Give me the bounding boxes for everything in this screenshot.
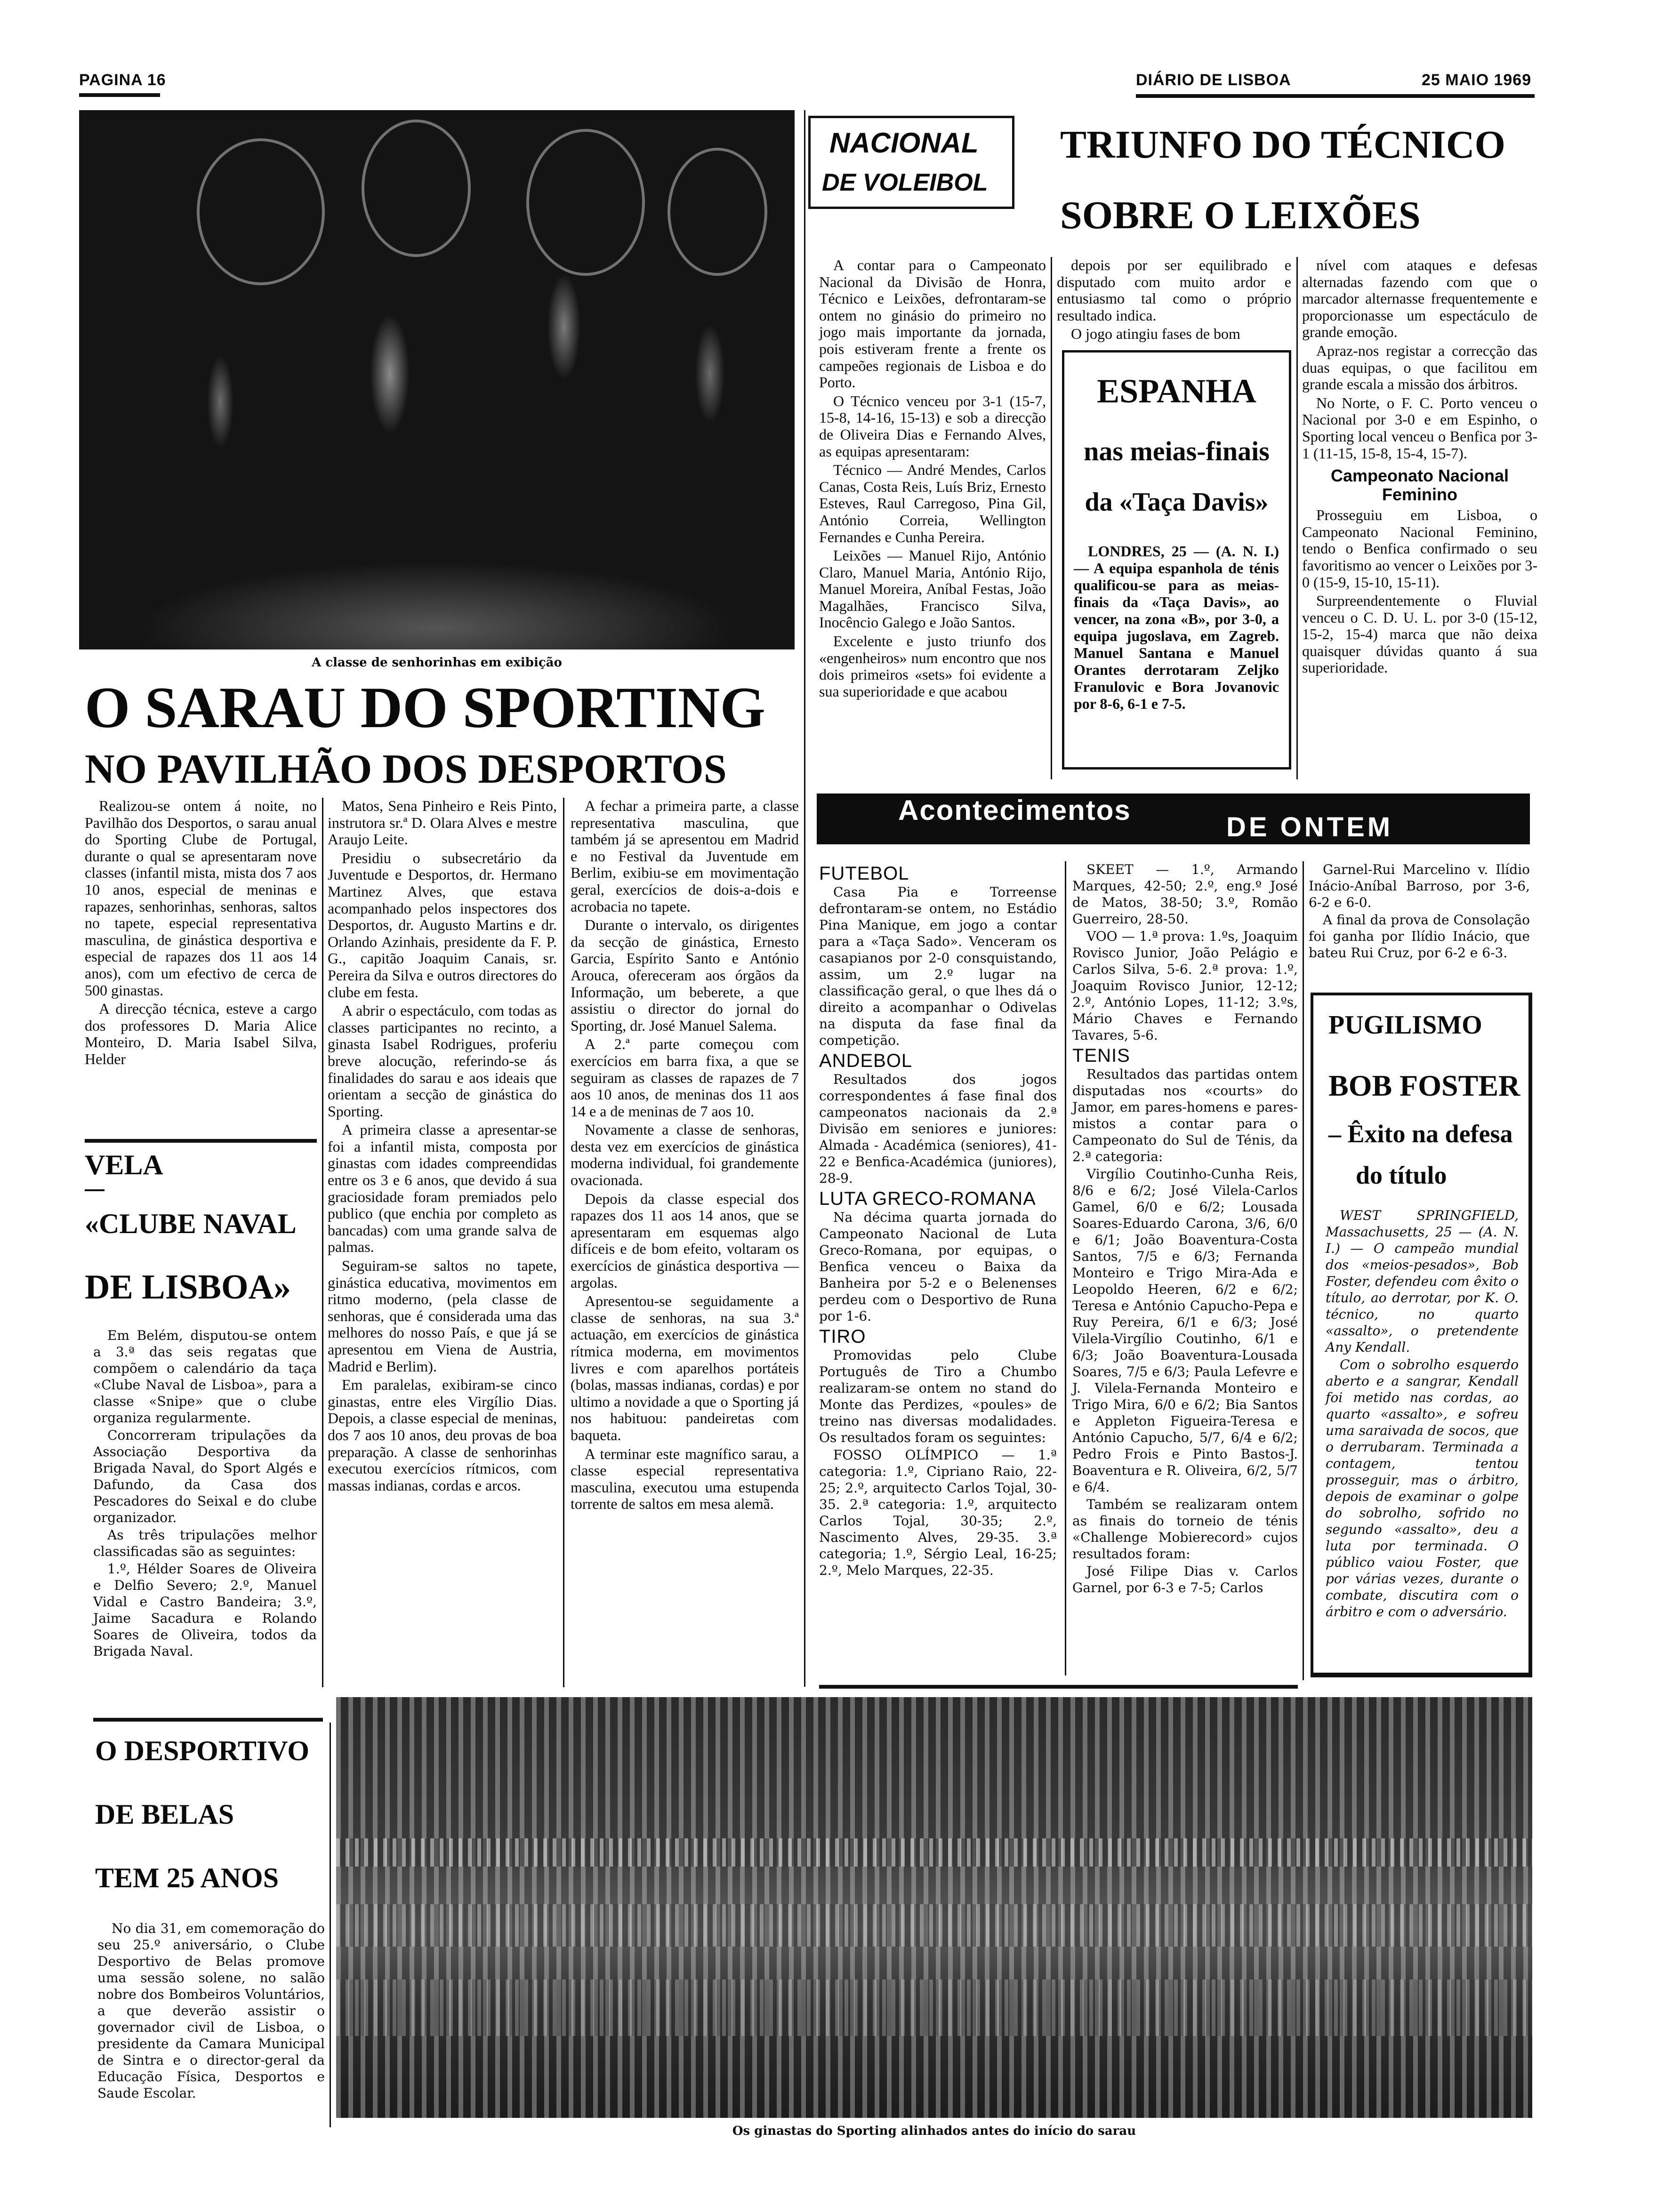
- column-rule: [1065, 861, 1066, 1675]
- paragraph: No Norte, o F. C. Porto venceu o Nacional por 3-0 e em Espinho, o Sporting local venceu o Benfica por 3-1 (11-15, 15-8, 15-4, 15-7).: [1302, 394, 1537, 462]
- column-rule: [563, 798, 564, 1687]
- paragraph: Virgílio Coutinho-Cunha Reis, 8/6 e 6/2; José Vilela-Carlos Gamel, 6/0 e 6/2; Lousada Soares-Eduardo Carona, 3/6, 6/0 e 6/1; João Boaventura-Costa Santos, 7/5 e 6/3; Fernanda Monteiro e Trigo Mira-Ada e Leopoldo Heeren, 6/2 e 6/2; Teresa e António Capucho-Pepa e Ruy Pereira, 6/1 e 6/3; José Vilela-Virgílio Coutinho, 6/1 e 6/3; João Boaventura-Lousada Soares, 7/5 e 6/3; Paula Lefevre e J. Vilela-Fernanda Monteiro e Trigo Mira, 6/0 e 6/2; Bia Santos e Appleton Figueira-Teresa e António Capucho, 5/7, 6/4 e 6/2; Pedro Frois e Pinto Bastos-J. Boaventura e R. Oliveira, 6/2, 5/7 e 6/4.: [1072, 1166, 1298, 1495]
- headline-text: TEM 25 ANOS: [95, 1862, 279, 1893]
- issue-date: 25 MAIO 1969: [1422, 71, 1532, 89]
- acontecimentos-column-2: [1072, 861, 1298, 1596]
- gymnasts-photo: [79, 110, 795, 649]
- belas-body: [97, 1920, 325, 2101]
- paragraph: Em Belém, disputou-se ontem a 3.ª das seis regatas que compõem o calendário da taça «Clube Naval de Lisboa», para a classe «Snipe» que o clube organiza regularmente.: [93, 1328, 317, 1426]
- tiro-continued-text: [1072, 861, 1298, 1043]
- sarau-column-2: [328, 798, 557, 1494]
- crowd-row: [336, 1980, 1532, 2036]
- newspaper-name: DIÁRIO DE LISBOA: [1136, 71, 1291, 89]
- paragraph: Garnel-Rui Marcelino v. Ilídio Inácio-Aníbal Barroso, por 3-6, 6-2 e 6-0.: [1309, 862, 1530, 910]
- gymnasts-lineup-photo: [336, 1697, 1532, 2118]
- paragraph: nível com ataques e defesas alternadas fazendo com que o marcador alternasse frequentemente e proporcionasse um espectáculo de grande emoção.: [1302, 256, 1537, 341]
- headline-text: SOBRE O LEIXÕES: [1060, 193, 1421, 237]
- paragraph: A final da prova de Consolação foi ganha por Ilídio Inácio, que bateu Rui Cruz, por 6-2 e 6-3.: [1309, 912, 1530, 961]
- divider: [1136, 94, 1535, 98]
- kicker-text: DE VOLEIBOL: [822, 169, 988, 196]
- paragraph: O jogo atingiu fases de bom: [1071, 325, 1240, 343]
- headline-text: ESPANHA: [1097, 372, 1256, 410]
- paragraph: José Filipe Dias v. Carlos Garnel, por 6-3 e 7-5; Carlos: [1072, 1563, 1298, 1595]
- sarau-column-3: [571, 798, 799, 1513]
- headline-text: BOB FOSTER: [1328, 1069, 1520, 1102]
- tenis-text: [1072, 1066, 1298, 1596]
- headline-text: DE LISBOA»: [85, 1268, 291, 1306]
- paragraph: A contar para o Campeonato Nacional da Divisão de Honra, Técnico e Leixões, defrontaram-se ontem no ginásio do primeiro no jogo mais importante da jornada, pois estiveram frente a frente os campeões regionais de Lisboa e do Porto.: [819, 256, 1046, 391]
- paragraph: A fechar a primeira parte, a classe representativa masculina, que também já se apresentou em Madrid e no Festival da Juventude em Berlim, exibiu-se em movimentação geral, exercícios de dois-a-dois e acrobacia no tapete.: [571, 797, 799, 915]
- feminino-heading: Campeonato Nacional Feminino: [1330, 466, 1509, 505]
- headline-text: nas meias-finais: [1084, 436, 1270, 466]
- paragraph: Surpreendentemente o Fluvial venceu o C. D. U. L. por 3-0 (15-12, 15-2, 15-4) marca que não deixa quaisquer dúvidas quanto á sua superioridade.: [1302, 592, 1537, 676]
- voleibol-kicker-box: [808, 116, 1014, 209]
- vela-body: [93, 1327, 317, 1659]
- column-rule: [330, 1723, 331, 2127]
- paragraph: 1.º, Hélder Soares de Oliveira e Delfio Severo; 2.º, Manuel Vidal e Castro Bandeira; 3.º, Jaime Sacadura e Rolando Soares de Oliveira, todos da Brigada Naval.: [93, 1561, 317, 1659]
- paragraph: SKEET — 1.º, Armando Marques, 42-50; 2.º, eng.º José de Matos, 38-50; 3.º, Romão Guerreiro, 28-50.: [1072, 862, 1298, 927]
- divider: [85, 1189, 105, 1191]
- espanha-box: [1062, 350, 1291, 769]
- paragraph: Apresentou-se seguidamente a classe de senhoras, na sua 3.ª actuação, em exercícios de ginástica rítmica moderna, em movimentos livres e com aparelhos portáteis (bolas, massas indianas, cordas) e por ultimo a novidade a que o Sporting já nos habituou: pandeiretas com baqueta.: [571, 1292, 799, 1443]
- paragraph: A abrir o espectáculo, com todas as classes participantes no recinto, a ginasta Isabel Rodrigues, proferiu breve alocução, referindo-se ás finalidades do sarau e aos ideais que orientam a secção de ginástica do Sporting.: [328, 1002, 557, 1120]
- column-rule: [1296, 257, 1298, 779]
- paragraph: Apraz-nos registar a correcção das duas equipas, o que facilitou em grande escala a missão dos árbitros.: [1302, 342, 1537, 393]
- paragraph: Concorreram tripulações da Associação Desportiva da Brigada Naval, do Sport Algés e Dafundo, da Casa dos Pescadores do Seixal e do clube organizador.: [93, 1427, 317, 1525]
- hoop-shape: [197, 138, 325, 285]
- futebol-text: [819, 884, 1057, 1049]
- section-heading-luta: LUTA GRECO-ROMANA: [819, 1188, 1036, 1209]
- paragraph: Na décima quarta jornada do Campeonato Nacional de Luta Greco-Romana, por equipas, o Benfica venceu o Baixa da Banheira por 5-2 e o Belenenses perdeu com o Desportivo de Runa por 1-6.: [819, 1210, 1057, 1324]
- headline-text: – Êxito na defesa: [1328, 1120, 1513, 1148]
- photo-caption: Os ginastas do Sporting alinhados antes do início do sarau: [732, 2124, 1136, 2138]
- headline-text: O SARAU DO SPORTING: [85, 675, 765, 740]
- paragraph: Técnico — André Mendes, Carlos Canas, Costa Reis, Luís Briz, Ernesto Esteves, Raul Carregoso, Pina Gil, António Correia, Wellington Fernandes e Cunha Pereira.: [819, 461, 1046, 545]
- column-rule: [804, 110, 805, 1687]
- hoop-shape: [526, 129, 645, 276]
- paragraph: Realizou-se ontem á noite, no Pavilhão dos Desportos, o sarau anual do Sporting Clube de Portugal, durante o qual se apresentaram nove classes (infantil mista, mista dos 7 aos 10 anos, especial de meninas e rapazes, senhorinhas, senhoras, saltos no tapete, especial representativa masculina, de ginástica desportiva e especial de rapazes dos 11 aos 14 anos), com um efectivo de cerca de 500 ginastas.: [85, 797, 317, 999]
- banner-subtitle: DE ONTEM: [1226, 812, 1393, 842]
- section-heading-tiro: TIRO: [819, 1326, 866, 1347]
- paragraph: Também se realizaram ontem as finais do torneio de ténis «Challenge Mobierecord» cujos resultados foram:: [1072, 1497, 1298, 1562]
- paragraph: LONDRES, 25 — (A. N. I.) — A equipa espanhola de ténis qualificou-se para as meias-finais da «Taça Davis», ao vencer, na zona «B», por 3-0, a equipa jugoslava, em Zagreb. Manuel Santana e Manuel Orantes derrotaram Zeljko Franulovic e Bora Jovanovic por 8-6, 6-1 e 7-5.: [1074, 543, 1279, 712]
- crowd-row: [336, 1838, 1532, 1867]
- feminino-text: [1302, 507, 1537, 676]
- paragraph: Depois da classe especial dos rapazes dos 11 aos 14 anos, que se apresentaram em esquemas algo difíceis e de bom efeito, voltaram os exercícios de ginástica desportiva — argolas.: [571, 1190, 799, 1291]
- paragraph: FOSSO OLÍMPICO — 1.ª categoria: 1.º, Cipriano Raio, 22-25; 2.º, arquitecto Carlos Tojal, 30-35. 2.ª categoria: 1.º, arquitecto Carlos Tojal, 30-35; 2.º, Nascimento Alves, 29-35. 3.ª categoria; 1.º, Sérgio Leal, 16-25; 2.º, Melo Marques, 22-35.: [819, 1447, 1057, 1578]
- headline-text: do título: [1356, 1161, 1447, 1189]
- column-rule: [1051, 257, 1052, 779]
- paragraph: Em paralelas, exibiram-se cinco ginastas, entre eles Virgílio Dias. Depois, a classe especial de meninas, dos 7 aos 10 anos, deu provas de boa preparação. A classe de senhorinhas executou exercícios rítmicos, com massas indianas, cordas e arcos.: [328, 1376, 557, 1494]
- page-number: PAGINA 16: [79, 71, 166, 89]
- paragraph: Seguiram-se saltos no tapete, ginástica educativa, movimentos em ritmo moderno, (pela classe de senhoras, que é considerada uma das melhores do nosso País, e que já se apresentou em Viena de Austria, Madrid e Berlim).: [328, 1257, 557, 1375]
- headline-text: DE BELAS: [95, 1799, 234, 1830]
- sarau-column-1: [85, 798, 317, 1068]
- voleibol-column-3: [1302, 257, 1537, 676]
- paragraph: A primeira classe a apresentar-se foi a infantil mista, composta por ginastas com idades compreendidas entre os 3 e 6 anos, que devido á sua graciosidade foram premiados pelo publico (que enchia por completo as bancadas) com uma grande salva de palmas.: [328, 1121, 557, 1256]
- paragraph: Presidiu o subsecretário da Juventude e Desportos, dr. Hermano Martinez Alves, que estava acompanhado pelos inspectores dos Desportos, dr. Augusto Martins e dr. Orlando Azinhais, presidente da F. P. G., capitão Joaquim Canais, sr. Pereira da Silva e outros directores do clube em festa.: [328, 849, 557, 1001]
- banner-title: Acontecimentos: [898, 794, 1131, 826]
- section-heading-andebol: ANDEBOL: [819, 1050, 913, 1071]
- paragraph: Prosseguiu em Lisboa, o Campeonato Nacional Feminino, tendo o Benfica confirmado o seu favoritismo ao vencer o Leixões por 3-0 (15-9, 15-10, 15-11).: [1302, 506, 1537, 591]
- luta-text: [819, 1209, 1057, 1324]
- voleibol-column-1: [819, 257, 1046, 700]
- divider: [93, 1718, 323, 1722]
- headline-text: da «Taça Davis»: [1085, 488, 1269, 517]
- paragraph: Novamente a classe de senhoras, desta vez em exercícios de ginástica moderna individual, foi grandemente ovacionada.: [571, 1121, 799, 1189]
- pugilismo-body: [1326, 1207, 1519, 1620]
- paragraph: VOO — 1.ª prova: 1.ºs, Joaquim Rovisco Junior, João Pelágio e Carlos Silva, 5-6. 2.ª prova: 1.º, Joaquim Rovisco Junior, 12-12; 2.º, António Lopes, 11-12; 3.ºs, Mário Chaves e Fernando Tavares, 5-6.: [1072, 929, 1298, 1043]
- paragraph: Resultados das partidas ontem disputadas nos «courts» do Jamor, em pares-homens e pares-mistos a contar para o Campeonato do Sul de Ténis, da 2.ª categoria:: [1072, 1066, 1298, 1164]
- section-heading-futebol: FUTEBOL: [819, 863, 909, 884]
- voleibol-column-3-text: [1302, 257, 1537, 462]
- tiro-text: [819, 1347, 1057, 1579]
- paragraph: Excelente e justo triunfo dos «engenheiros» num encontro que nos dois primeiros «sets» foi evidente a sua superioridade e que acabou: [819, 633, 1046, 700]
- paragraph: Durante o intervalo, os dirigentes da secção de ginástica, Ernesto Garcia, Espírito Santo e António Arouca, ofereceram aos órgãos da Informação, um beberete, a que assistiu o director do jornal do Sporting, dr. José Manuel Salema.: [571, 916, 799, 1034]
- headline-text: TRIUNFO DO TÉCNICO: [1060, 123, 1505, 167]
- divider: [85, 1139, 317, 1143]
- acontecimentos-banner: [817, 793, 1530, 844]
- headline-text: O DESPORTIVO: [95, 1735, 310, 1766]
- paragraph: O Técnico venceu por 3-1 (15-7, 15-8, 14-16, 15-13) e sob a direcção de Oliveira Dias e Fernando Alves, as equipas apresentaram:: [819, 392, 1046, 460]
- acontecimentos-column-1: [819, 861, 1057, 1579]
- paragraph: Resultados dos jogos correspondentes á fase final dos campeonatos nacionais da 2.ª Divisão em seniores e juniores: Almada - Académica (seniores), 41-22 e Benfica-Académica (juniores), 28-9.: [819, 1072, 1057, 1186]
- kicker-text: NACIONAL: [829, 127, 979, 159]
- paragraph: Casa Pia e Torreense defrontaram-se ontem, no Estádio Pina Manique, em jogo a contar para a «Taça Sado». Venceram os casapianos por 2-0 consquistando, assim, um 2.º lugar na classificação geral, o que lhes dá o direito a acompanhar o Odivelas na disputa da fase final da competição.: [819, 884, 1057, 1048]
- photo-caption: A classe de senhorinhas em exibição: [312, 656, 562, 670]
- headline-text: «CLUBE NAVAL: [85, 1208, 297, 1239]
- crowd-row: [336, 1904, 1532, 1947]
- section-label-text: VELA: [85, 1149, 163, 1180]
- voleibol-column-2: [1057, 257, 1291, 343]
- divider: [79, 93, 160, 97]
- paragraph: Leixões — Manuel Rijo, António Claro, Manuel Maria, António Rijo, Manuel Moreira, Aníbal Festas, João Magalhães, Francisco Silva, Inocêncio Galego e João Santos.: [819, 547, 1046, 631]
- acontecimentos-column-3: [1309, 861, 1530, 961]
- paragraph: Com o sobrolho esquerdo aberto e a sangrar, Kendall foi metido nas cordas, ao quarto «assalto», e sofreu uma saraivada de socos, que o derrubaram. Terminada a contagem, tentou prosseguir, mas o árbitro, depois de examinar o golpe do sobrolho, sofrido no segundo «assalto», deu a luta por terminada. O público vaiou Foster, que por várias vezes, durante o combate, discutira com o árbitro e com o adversário.: [1326, 1357, 1519, 1619]
- andebol-text: [819, 1071, 1057, 1186]
- hoop-shape: [668, 148, 767, 276]
- paragraph: A 2.ª parte começou com exercícios em barra fixa, a que se seguiram as classes de rapazes de 7 aos 10 anos, de meninas dos 11 aos 14 e a de meninas de 7 aos 10.: [571, 1035, 799, 1120]
- paragraph: No dia 31, em comemoração do seu 25.º aniversário, o Clube Desportivo de Belas promove uma sessão solene, no salão nobre dos Bombeiros Voluntários, a que deverão assistir o governador civil de Lisboa, o presidente da Camara Municipal de Sintra e o director-geral da Educação Física, Desportos e Saude Escolar.: [97, 1921, 325, 2101]
- section-heading-tenis: TENIS: [1072, 1045, 1130, 1066]
- paragraph: As três tripulações melhor classificadas são as seguintes:: [93, 1527, 317, 1559]
- divider: [819, 1685, 1298, 1689]
- paragraph: A direcção técnica, esteve a cargo dos professores D. Maria Alice Monteiro, D. Maria Isabel Silva, Helder: [85, 1000, 317, 1067]
- paragraph: Promovidas pelo Clube Português de Tiro a Chumbo realizaram-se ontem no stand do Monte das Perdizes, «poules» de treino nas diversas modalidades. Os resultados foram os seguintes:: [819, 1347, 1057, 1445]
- column-rule: [322, 798, 323, 1687]
- paragraph: A terminar este magnífico sarau, a classe especial representativa masculina, executou uma estupenda torrente de saltos em mesa alemã.: [571, 1445, 799, 1513]
- section-label-text: PUGILISMO: [1328, 1010, 1482, 1040]
- paragraph: WEST SPRINGFIELD, Massachusetts, 25 — (A. N. I.) — O campeão mundial dos «meios-pesados», Bob Foster, defendeu com êxito o título, ao derrotar, por K. O. técnico, no quarto «assalto», o pretendente Any Kendall.: [1326, 1208, 1519, 1355]
- pugilismo-box: [1311, 993, 1532, 1677]
- subheadline-text: NO PAVILHÃO DOS DESPORTOS: [85, 746, 727, 792]
- column-rule: [1303, 861, 1304, 1680]
- paragraph: depois por ser equilibrado e disputado com muito ardor e entusiasmo tal como o próprio resultado indica.: [1057, 256, 1291, 324]
- espanha-body: [1074, 543, 1279, 712]
- paragraph: Matos, Sena Pinheiro e Reis Pinto, instrutora sr.ª D. Olara Alves e mestre Araujo Leite.: [328, 797, 557, 848]
- hoop-shape: [362, 120, 471, 257]
